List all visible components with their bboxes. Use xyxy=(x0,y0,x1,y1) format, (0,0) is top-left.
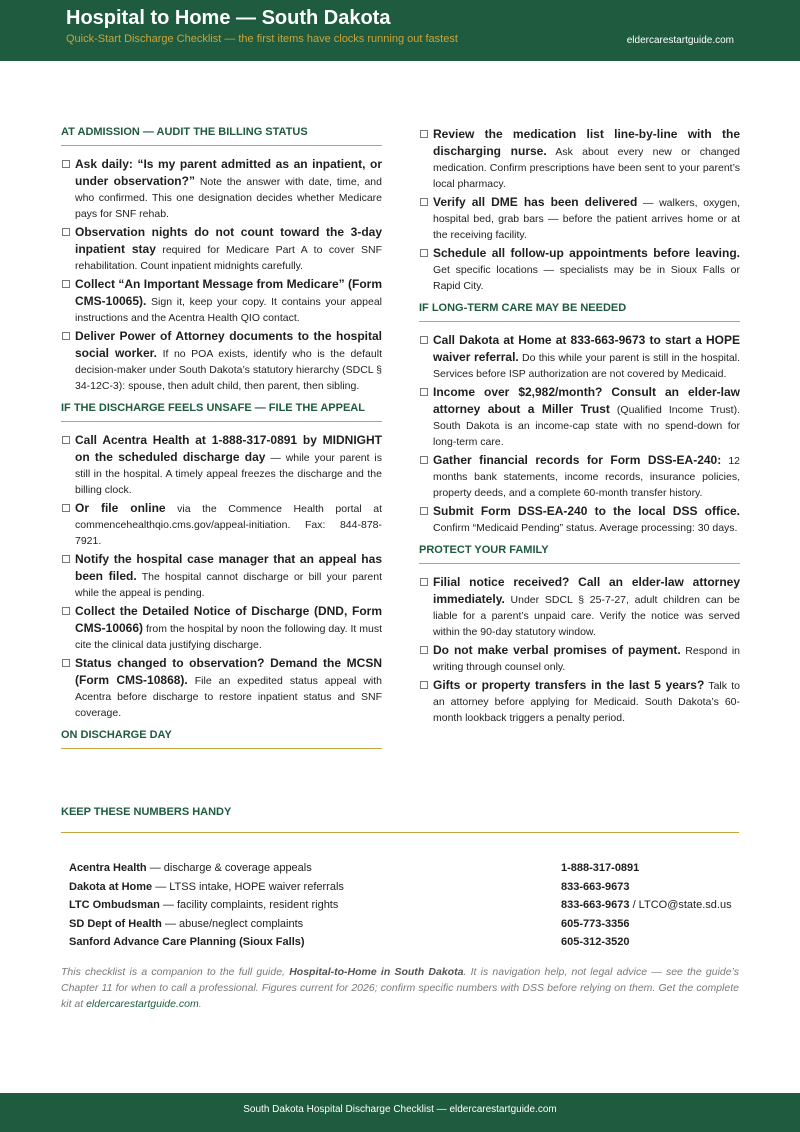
page-header xyxy=(0,0,800,61)
contact-org: Dakota at Home xyxy=(69,880,153,893)
disclaimer-note xyxy=(61,964,739,1012)
item-lead: Schedule all follow-up appointments before leaving. xyxy=(433,246,740,260)
right-column xyxy=(419,126,740,728)
long-term-care-checklist xyxy=(419,332,740,536)
checklist-item xyxy=(419,194,740,243)
checklist-item xyxy=(419,677,740,726)
contact-row xyxy=(69,878,739,897)
checkbox[interactable] xyxy=(62,436,70,444)
contact-row xyxy=(69,859,739,878)
checkbox[interactable] xyxy=(420,507,428,515)
contact-description: — discharge & coverage appeals xyxy=(146,862,312,874)
checklist-item xyxy=(419,332,740,382)
checklist-item xyxy=(61,551,382,601)
contact-org: Sanford Advance Care Planning (Sioux Falls) xyxy=(69,936,305,948)
item-lead: Collect “An Important Message from Medicare” (Form CMS-10065). xyxy=(75,277,382,308)
checkbox[interactable] xyxy=(62,504,70,512)
contact-org: SD Dept of Health xyxy=(69,917,162,930)
checklist-item xyxy=(61,328,382,394)
checkbox[interactable] xyxy=(62,280,70,288)
item-body: File an expedited status appeal with Acentra before discharge to restore inpatient status and SNF coverage. xyxy=(75,675,382,719)
item-body: Do this while your parent is still in the hospital. Services before ISP authorization are not covered by Medicaid. xyxy=(433,352,740,380)
item-body: required for Medicare Part A to cover SNF rehabilitation. Count inpatient midnights carefully. xyxy=(75,244,382,272)
guide-title: Hospital-to-Home in South Dakota xyxy=(289,966,464,978)
item-body: from the hospital by noon the following day. It must cite the clinical data justifying discharge. xyxy=(75,623,382,651)
item-body: — walkers, oxygen, hospital bed, grab bars — before the patient arrives home or at the receiving facility. xyxy=(433,197,740,241)
checkbox[interactable] xyxy=(420,249,428,257)
item-lead: Gather financial records for Form DSS-EA-240: xyxy=(433,453,722,467)
section-heading-numbers: KEEP THESE NUMBERS HANDY xyxy=(61,806,739,833)
item-body: via the Commence Health portal at commencehealthqio.cms.gov/appeal-initiation. Fax: 844-878-7921. xyxy=(75,503,382,547)
contact-org: LTC Ombudsman xyxy=(69,899,160,911)
checklist-item xyxy=(419,126,740,192)
left-column xyxy=(61,126,382,759)
section-heading-family: PROTECT YOUR FAMILY xyxy=(419,544,740,564)
contact-org: Acentra Health xyxy=(69,862,147,874)
contact-description: — facility complaints, resident rights xyxy=(159,899,339,911)
item-lead: Call Dakota at Home at 833-663-9673 to start a HOPE waiver referral. xyxy=(433,333,740,364)
item-body: 12 months bank statements, income records, insurance policies, property deeds, and a complete 60-month transfer history. xyxy=(433,455,740,499)
contact-phone[interactable]: 1-888-317-0891 xyxy=(561,862,640,874)
checklist-item xyxy=(61,224,382,274)
contact-row xyxy=(69,915,739,934)
footer-text: South Dakota Hospital Discharge Checklist — eldercarestartguide.com xyxy=(243,1104,557,1115)
discharge-day-checklist xyxy=(419,126,740,294)
contact-description: — LTSS intake, HOPE waiver referrals xyxy=(152,880,344,893)
checkbox[interactable] xyxy=(420,578,428,586)
page-footer xyxy=(0,1093,800,1132)
item-body: Respond in writing through counsel only. xyxy=(433,645,740,673)
contact-value xyxy=(561,859,639,877)
checklist-item xyxy=(419,384,740,450)
checkbox[interactable] xyxy=(62,332,70,340)
item-lead: Do not make verbal promises of payment. xyxy=(433,643,681,657)
section-heading-discharge-day: ON DISCHARGE DAY xyxy=(61,729,382,749)
checklist-item xyxy=(61,276,382,326)
item-lead: Income over $2,982/month? Consult an elder-law attorney about a Miller Trust xyxy=(433,385,740,416)
contact-phone[interactable]: 605-773-3356 xyxy=(561,917,630,930)
checkbox[interactable] xyxy=(420,646,428,654)
item-lead: Status changed to observation? Demand the MCSN (Form CMS-10868). xyxy=(75,656,382,687)
item-body: Confirm “Medicaid Pending” status. Average processing: 30 days. xyxy=(433,522,738,534)
item-lead: Collect the Detailed Notice of Discharge (DND, Form CMS-10066) xyxy=(75,604,382,635)
item-lead: Filial notice received? Call an elder-law attorney immediately. xyxy=(433,575,740,606)
contact-phone[interactable]: 833-663-9673 xyxy=(561,880,630,893)
checkbox[interactable] xyxy=(420,336,428,344)
note-text: . It is navigation help, not legal advice — see the guide’s Chapter 11 for when to call a professional. Figures current for 2026; confirm specific numbers with DSS before relying on them. Get the complete kit at xyxy=(61,966,740,1010)
checklist-item xyxy=(419,642,740,675)
contact-row xyxy=(69,896,739,915)
admission-checklist xyxy=(61,156,382,394)
item-lead: Or file online xyxy=(75,501,166,515)
checklist-item xyxy=(61,432,382,498)
item-lead: Observation nights do not count toward the 3-day inpatient stay xyxy=(75,225,382,256)
page-title: Hospital to Home — South Dakota xyxy=(66,7,391,29)
checklist-item xyxy=(61,500,382,549)
item-lead: Notify the hospital case manager that an appeal has been filed. xyxy=(75,552,382,583)
checkbox[interactable] xyxy=(420,198,428,206)
contact-row xyxy=(69,933,739,952)
item-lead: Call Acentra Health at 1-888-317-0891 by MIDNIGHT on the scheduled discharge day xyxy=(75,433,382,464)
item-body: Get specific locations — specialists may be in Sioux Falls or Rapid City. xyxy=(433,264,740,292)
family-checklist xyxy=(419,574,740,726)
contact-numbers-table xyxy=(69,859,739,952)
checklist-item xyxy=(419,574,740,640)
contact-phone[interactable]: 605-312-3520 xyxy=(561,936,630,948)
checkbox[interactable] xyxy=(62,607,70,615)
site-link[interactable]: eldercarestartguide.com xyxy=(86,998,199,1010)
item-lead: Review the medication list line-by-line with the discharging nurse. xyxy=(433,127,740,158)
checklist-item xyxy=(61,603,382,653)
item-body: Under SDCL § 25-7-27, adult children can be liable for a parent’s unpaid care. Verify the notice was served within the 90-day statutory window. xyxy=(433,594,740,638)
checklist-item xyxy=(419,245,740,294)
item-lead: Deliver Power of Attorney documents to the hospital social worker. xyxy=(75,329,382,360)
contact-value xyxy=(561,878,630,896)
checkbox[interactable] xyxy=(62,160,70,168)
item-lead: Ask daily: “Is my parent admitted as an inpatient, or under observation?” xyxy=(75,157,382,188)
checklist-item xyxy=(61,655,382,721)
item-lead: Verify all DME has been delivered xyxy=(433,195,638,209)
item-body: Note the answer with date, time, and who confirmed. This one designation decides whether Medicare pays for SNF rehab. xyxy=(75,176,382,220)
contact-description: — abuse/neglect complaints xyxy=(161,917,304,930)
checkbox[interactable] xyxy=(420,388,428,396)
checkbox[interactable] xyxy=(420,456,428,464)
item-body: Ask about every new or changed medication. Confirm prescriptions have been sent to your parent’s local pharmacy. xyxy=(433,146,741,190)
item-body: If no POA exists, identify who is the default decision-maker under South Dakota’s statutory hierarchy (SDCL § 34-12C-3): spouse, then adult child, then parent, then sibling. xyxy=(75,348,382,392)
item-lead: Submit Form DSS-EA-240 to the local DSS office. xyxy=(433,504,740,518)
item-body: The hospital cannot discharge or bill your parent while the appeal is pending. xyxy=(75,571,382,599)
item-body: — while your parent is still in the hospital. A timely appeal freezes the discharge and the billing clock. xyxy=(75,452,382,496)
checkbox[interactable] xyxy=(420,681,428,689)
checkbox[interactable] xyxy=(62,659,70,667)
item-lead: Gifts or property transfers in the last 5 years? xyxy=(433,678,705,692)
contact-value xyxy=(561,915,630,933)
checkbox[interactable] xyxy=(420,130,428,138)
contact-phone[interactable]: 833-663-9673 xyxy=(561,899,630,911)
page-subtitle: Quick-Start Discharge Checklist — the first items have clocks running out fastest xyxy=(66,33,458,45)
checklist-item xyxy=(419,503,740,536)
section-heading-admission: AT ADMISSION — AUDIT THE BILLING STATUS xyxy=(61,126,382,146)
checkbox[interactable] xyxy=(62,555,70,563)
note-text: This checklist is a companion to the full guide, xyxy=(61,966,290,978)
item-body: Sign it, keep your copy. It contains your appeal instructions and the Acentra Health QIO contact. xyxy=(75,296,382,324)
checklist-item xyxy=(61,156,382,222)
contact-value xyxy=(561,933,630,951)
checkbox[interactable] xyxy=(62,228,70,236)
note-text: . xyxy=(198,998,202,1010)
appeal-checklist xyxy=(61,432,382,721)
checklist-item xyxy=(419,452,740,501)
header-site-link[interactable]: eldercarestartguide.com xyxy=(626,35,734,46)
section-heading-appeal: IF THE DISCHARGE FEELS UNSAFE — FILE THE APPEAL xyxy=(61,402,382,422)
contact-value xyxy=(561,896,732,914)
item-body: (Qualified Income Trust). South Dakota is an income-cap state with no spend-down for long-term care. xyxy=(433,404,740,448)
section-heading-long-term-care: IF LONG-TERM CARE MAY BE NEEDED xyxy=(419,302,740,322)
item-body: Talk to an attorney before applying for Medicaid. South Dakota’s 60-month lookback triggers a penalty period. xyxy=(433,680,740,724)
contact-extra: / LTCO@state.sd.us xyxy=(629,899,732,911)
